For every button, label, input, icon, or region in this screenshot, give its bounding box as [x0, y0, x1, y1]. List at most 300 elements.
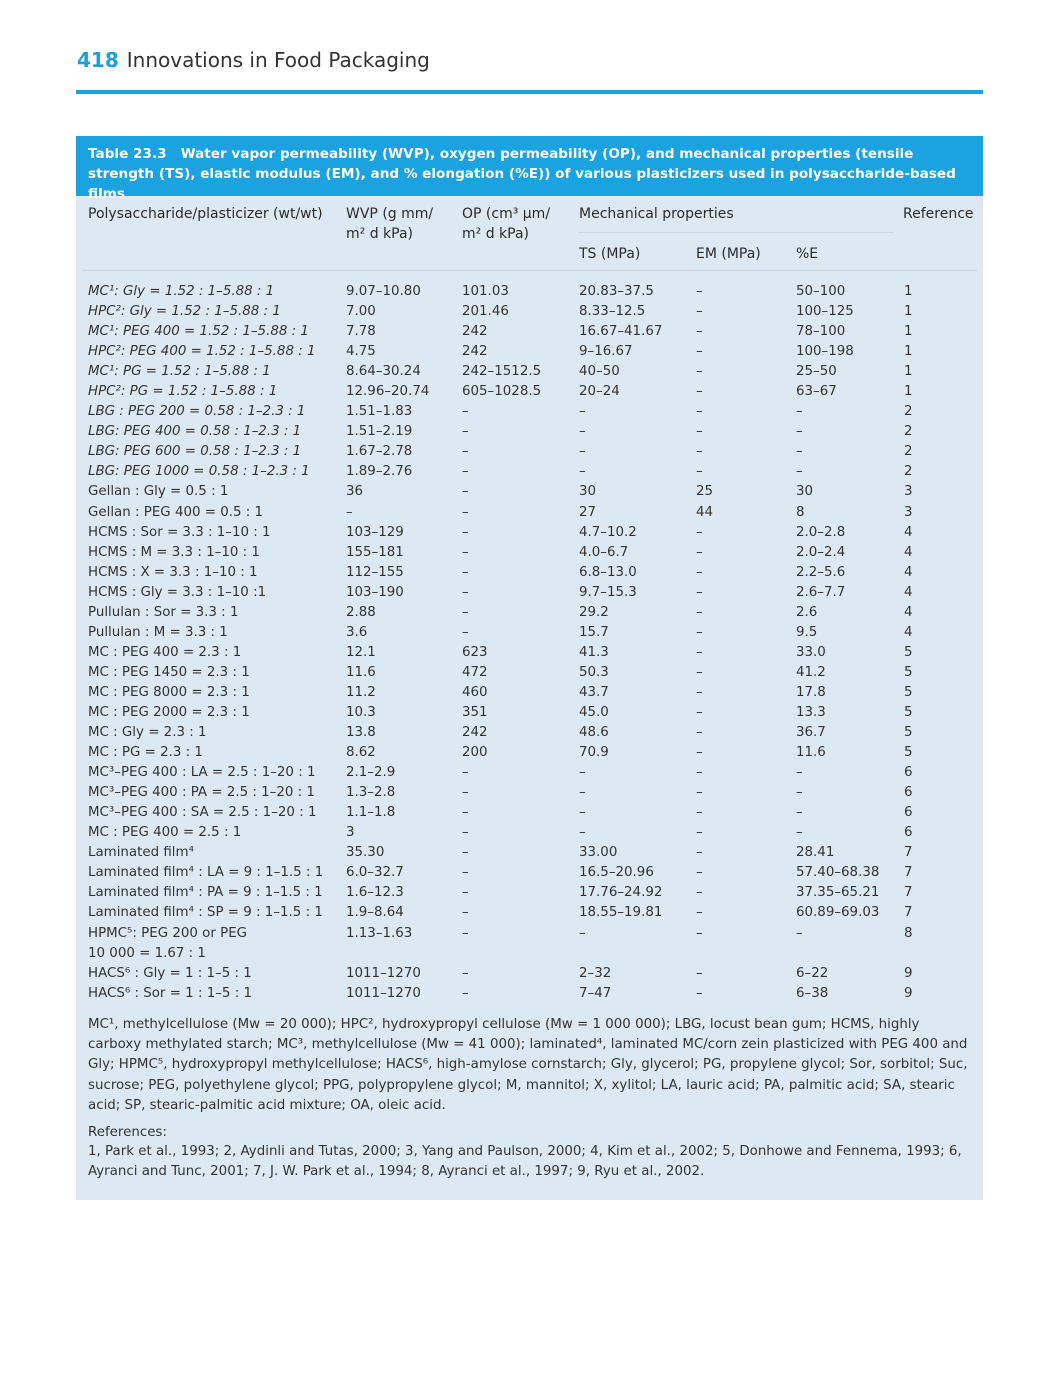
wvp-cell: 1.6–12.3 [346, 885, 404, 901]
polysaccharide-cell: MC³–PEG 400 : SA = 2.5 : 1–20 : 1 [88, 805, 317, 821]
table-row [76, 903, 983, 923]
table-row [76, 362, 983, 382]
ts-cell: – [579, 825, 586, 841]
polysaccharide-cell: Laminated film⁴ : SP = 9 : 1–1.5 : 1 [88, 905, 323, 921]
e-cell: – [796, 805, 803, 821]
op-cell: – [462, 524, 469, 540]
wvp-cell: 12.96–20.74 [346, 384, 430, 400]
table-row [76, 402, 983, 422]
polysaccharide-cell: HCMS : X = 3.3 : 1–10 : 1 [88, 564, 258, 580]
reference-cell: 8 [904, 925, 913, 941]
em-cell: – [696, 544, 703, 560]
polysaccharide-cell: 10 000 = 1.67 : 1 [88, 945, 206, 961]
op-cell: – [462, 805, 469, 821]
wvp-cell: 12.1 [346, 644, 376, 660]
op-cell: – [462, 825, 469, 841]
wvp-cell: 112–155 [346, 564, 404, 580]
table-row [76, 883, 983, 903]
table-row [76, 703, 983, 723]
reference-cell: 7 [904, 865, 913, 881]
table-row [76, 843, 983, 863]
header-em: EM (MPa) [696, 246, 761, 262]
ts-cell: 48.6 [579, 725, 609, 741]
wvp-cell: 1.51–2.19 [346, 424, 413, 440]
table-row [76, 863, 983, 883]
polysaccharide-cell: MC : PEG 8000 = 2.3 : 1 [88, 684, 250, 700]
page-number: 418 [77, 48, 119, 72]
table-row [76, 823, 983, 843]
op-cell: – [462, 444, 469, 460]
e-cell: 60.89–69.03 [796, 905, 880, 921]
ts-cell: 70.9 [579, 745, 609, 761]
em-cell: – [696, 284, 703, 299]
ts-cell: 2–32 [579, 965, 612, 981]
reference-cell: 1 [904, 304, 913, 320]
polysaccharide-cell: LBG: PEG 400 = 0.58 : 1–2.3 : 1 [88, 424, 302, 440]
table-row [76, 543, 983, 563]
reference-cell: 7 [904, 905, 913, 921]
header-rule [76, 90, 983, 94]
polysaccharide-cell: MC : PEG 2000 = 2.3 : 1 [88, 704, 250, 720]
reference-cell: 7 [904, 885, 913, 901]
header-op: OP (cm³ µm/ m² d kPa) [462, 206, 551, 242]
polysaccharide-cell: HCMS : M = 3.3 : 1–10 : 1 [88, 544, 260, 560]
ts-cell: 45.0 [579, 704, 609, 720]
polysaccharide-cell: MC : PEG 400 = 2.3 : 1 [88, 644, 242, 660]
op-cell: – [462, 985, 469, 1001]
op-cell: – [462, 544, 469, 560]
op-cell: 472 [462, 664, 488, 680]
em-cell: – [696, 805, 703, 821]
reference-cell: 6 [904, 805, 913, 821]
em-cell: – [696, 524, 703, 540]
e-cell: – [796, 464, 803, 480]
e-cell: 63–67 [796, 384, 837, 400]
ts-cell: 16.67–41.67 [579, 324, 663, 340]
ts-cell: – [579, 925, 586, 941]
polysaccharide-cell: Laminated film⁴ : LA = 9 : 1–1.5 : 1 [88, 865, 324, 881]
table-row [76, 422, 983, 442]
op-cell: – [462, 845, 469, 861]
op-cell: 242 [462, 725, 488, 741]
wvp-cell: 35.30 [346, 845, 385, 861]
ts-cell: 4.7–10.2 [579, 524, 637, 540]
ts-cell: 9.7–15.3 [579, 584, 637, 600]
ts-cell: 16.5–20.96 [579, 865, 654, 881]
ts-cell: 17.76–24.92 [579, 885, 663, 901]
table-row [76, 663, 983, 683]
table-row [76, 302, 983, 322]
polysaccharide-cell: MC : PEG 1450 = 2.3 : 1 [88, 664, 250, 680]
e-cell: – [796, 825, 803, 841]
table-row [76, 482, 983, 502]
reference-cell: 4 [904, 564, 913, 580]
e-cell: 100–198 [796, 344, 854, 360]
e-cell: 100–125 [796, 304, 854, 320]
e-cell: 2.2–5.6 [796, 564, 846, 580]
wvp-cell: 10.3 [346, 704, 376, 720]
wvp-cell: 1.9–8.64 [346, 905, 404, 921]
wvp-cell: 1.3–2.8 [346, 785, 396, 801]
polysaccharide-cell: HACS⁶ : Gly = 1 : 1–5 : 1 [88, 965, 252, 981]
reference-cell: 2 [904, 464, 913, 480]
header-ts: TS (MPa) [579, 246, 641, 262]
polysaccharide-cell: Pullulan : M = 3.3 : 1 [88, 624, 228, 640]
polysaccharide-cell: Gellan : PEG 400 = 0.5 : 1 [88, 504, 264, 520]
header-polysaccharide: Polysaccharide/plasticizer (wt/wt) [88, 206, 323, 222]
wvp-cell: 1.67–2.78 [346, 444, 413, 460]
reference-cell: 4 [904, 584, 913, 600]
e-cell: 57.40–68.38 [796, 865, 880, 881]
em-cell: – [696, 564, 703, 580]
table-row [76, 603, 983, 623]
em-cell: – [696, 344, 703, 360]
reference-cell: 6 [904, 825, 913, 841]
reference-cell: 5 [904, 725, 913, 741]
em-cell: – [696, 965, 703, 981]
wvp-cell: 2.1–2.9 [346, 765, 396, 781]
table-row [76, 563, 983, 583]
em-cell: – [696, 865, 703, 881]
op-cell: – [462, 785, 469, 801]
e-cell: 2.6–7.7 [796, 584, 846, 600]
reference-cell: 5 [904, 745, 913, 761]
reference-cell: 4 [904, 624, 913, 640]
ts-cell: – [579, 404, 586, 420]
reference-cell: 1 [904, 384, 913, 400]
e-cell: 33.0 [796, 644, 826, 660]
e-cell: 41.2 [796, 664, 826, 680]
em-cell: – [696, 384, 703, 400]
wvp-cell: – [346, 504, 353, 520]
polysaccharide-cell: MC¹: PEG 400 = 1.52 : 1–5.88 : 1 [88, 324, 309, 340]
polysaccharide-cell: Laminated film⁴ : PA = 9 : 1–1.5 : 1 [88, 885, 323, 901]
wvp-cell: 36 [346, 484, 364, 500]
table-row [76, 382, 983, 402]
ts-cell: – [579, 785, 586, 801]
e-cell: 2.6 [796, 604, 818, 620]
wvp-cell: 1.1–1.8 [346, 805, 396, 821]
polysaccharide-cell: MC : Gly = 2.3 : 1 [88, 725, 207, 741]
e-cell: 37.35–65.21 [796, 885, 880, 901]
ts-cell: 29.2 [579, 604, 609, 620]
wvp-cell: 8.62 [346, 745, 376, 761]
ts-cell: 43.7 [579, 684, 609, 700]
wvp-cell: 103–129 [346, 524, 404, 540]
ts-cell: – [579, 444, 586, 460]
ts-cell: 50.3 [579, 664, 609, 680]
polysaccharide-cell: MC : PG = 2.3 : 1 [88, 745, 203, 761]
ts-cell: 6.8–13.0 [579, 564, 637, 580]
ts-cell: 27 [579, 504, 597, 520]
polysaccharide-cell: MC³–PEG 400 : PA = 2.5 : 1–20 : 1 [88, 785, 315, 801]
table-row [76, 723, 983, 743]
e-cell: 11.6 [796, 745, 826, 761]
op-cell: – [462, 564, 469, 580]
e-cell: – [796, 925, 803, 941]
ts-cell: 20.83–37.5 [579, 284, 654, 299]
polysaccharide-cell: HPC²: PG = 1.52 : 1–5.88 : 1 [88, 384, 278, 400]
em-cell: – [696, 444, 703, 460]
table-caption-text: Water vapor permeability (WVP), oxygen permeability (OP), and mechanical properties (tensile strength (TS), elastic modulus (EM), and % elongation (%E)) of various plasticizers used in polysaccharide-based films [88, 146, 956, 202]
polysaccharide-cell: Laminated film⁴ [88, 845, 194, 861]
e-cell: 50–100 [796, 284, 846, 299]
header-e: %E [796, 246, 819, 262]
op-cell: 351 [462, 704, 488, 720]
op-cell: 605–1028.5 [462, 384, 542, 400]
op-cell: 242–1512.5 [462, 364, 542, 380]
table-row [76, 803, 983, 823]
wvp-cell: 1.51–1.83 [346, 404, 413, 420]
table-23-3 [76, 136, 983, 1200]
e-cell: 2.0–2.4 [796, 544, 846, 560]
e-cell: 25–50 [796, 364, 837, 380]
ts-cell: 18.55–19.81 [579, 905, 663, 921]
references-text: 1, Park et al., 1993; 2, Aydinli and Tutas, 2000; 3, Yang and Paulson, 2000; 4, Kim et al., 2002; 5, Donhowe and Fennema, 1993; 6, Ayranci and Tunc, 2001; 7, J. W. Park et al., 1994; 8, Ayranci et al., 1997; 9, Ryu et al., 2002. [88, 1144, 962, 1180]
table-row [76, 783, 983, 803]
reference-cell: 2 [904, 424, 913, 440]
table-body [76, 282, 983, 1004]
op-cell: – [462, 424, 469, 440]
e-cell: – [796, 444, 803, 460]
wvp-cell: 2.88 [346, 604, 376, 620]
em-cell: – [696, 404, 703, 420]
polysaccharide-cell: HACS⁶ : Sor = 1 : 1–5 : 1 [88, 985, 252, 1001]
table-row [76, 683, 983, 703]
em-cell: – [696, 925, 703, 941]
ts-cell: – [579, 805, 586, 821]
reference-cell: 7 [904, 845, 913, 861]
table-footnote: MC¹, methylcellulose (Mw = 20 000); HPC², hydroxypropyl cellulose (Mw = 1 000 000); LBG, locust bean gum; HCMS, highly carboxy methylated starch; MC³, methylcellulose (Mw = 41 000); laminated⁴, laminated MC/corn zein plasticized with PEG 400 and Gly; HPMC⁵, hydroxypropyl methylcellulose; HACS⁶, high-amylose cornstarch; Gly, glycerol; PG, propylene glycol; Sor, sorbitol; Suc, sucrose; PEG, polyethylene glycol; PPG, polypropylene glycol; M, mannitol; X, xylitol; LA, lauric acid; PA, palmitic acid; SA, stearic acid; SP, stearic-palmitic acid mixture; OA, oleic acid. [88, 1017, 968, 1113]
table-row [76, 924, 983, 944]
em-cell: – [696, 304, 703, 320]
reference-cell: 1 [904, 344, 913, 360]
em-cell: – [696, 905, 703, 921]
reference-cell: 3 [904, 484, 913, 500]
reference-cell: 1 [904, 284, 913, 299]
op-cell: – [462, 865, 469, 881]
wvp-cell: 3.6 [346, 624, 368, 640]
table-number: Table 23.3 [88, 146, 167, 162]
table-row [76, 743, 983, 763]
table-row [76, 623, 983, 643]
wvp-cell: 155–181 [346, 544, 404, 560]
op-cell: – [462, 905, 469, 921]
op-cell: – [462, 885, 469, 901]
em-cell: 44 [696, 504, 714, 520]
polysaccharide-cell: LBG : PEG 200 = 0.58 : 1–2.3 : 1 [88, 404, 306, 420]
polysaccharide-cell: HPC²: PEG 400 = 1.52 : 1–5.88 : 1 [88, 344, 316, 360]
e-cell: 8 [796, 504, 805, 520]
reference-cell: 5 [904, 684, 913, 700]
polysaccharide-cell: HCMS : Gly = 3.3 : 1–10 :1 [88, 584, 267, 600]
wvp-cell: 1011–1270 [346, 985, 421, 1001]
ts-cell: 9–16.67 [579, 344, 633, 360]
ts-cell: 4.0–6.7 [579, 544, 629, 560]
wvp-cell: 11.6 [346, 664, 376, 680]
table-row [76, 984, 983, 1004]
ts-cell: – [579, 464, 586, 480]
em-cell: – [696, 785, 703, 801]
ts-cell: 33.00 [579, 845, 618, 861]
reference-cell: 1 [904, 324, 913, 340]
table-row [76, 583, 983, 603]
em-cell: – [696, 684, 703, 700]
e-cell: – [796, 765, 803, 781]
em-cell: – [696, 324, 703, 340]
em-cell: – [696, 664, 703, 680]
op-cell: 200 [462, 745, 488, 761]
op-cell: – [462, 584, 469, 600]
op-cell: – [462, 765, 469, 781]
wvp-cell: 9.07–10.80 [346, 284, 421, 299]
em-cell: – [696, 845, 703, 861]
wvp-cell: 1.13–1.63 [346, 925, 413, 941]
op-cell: 201.46 [462, 304, 509, 320]
table-row [76, 523, 983, 543]
op-cell: – [462, 925, 469, 941]
reference-cell: 5 [904, 664, 913, 680]
em-cell: – [696, 725, 703, 741]
wvp-cell: 11.2 [346, 684, 376, 700]
wvp-cell: 7.00 [346, 304, 376, 320]
wvp-cell: 6.0–32.7 [346, 865, 404, 881]
running-head [77, 48, 430, 72]
polysaccharide-cell: LBG: PEG 600 = 0.58 : 1–2.3 : 1 [88, 444, 302, 460]
em-cell: – [696, 765, 703, 781]
header-reference: Reference [903, 206, 974, 222]
table-row [76, 342, 983, 362]
em-cell: – [696, 745, 703, 761]
em-cell: – [696, 885, 703, 901]
table-row [76, 442, 983, 462]
em-cell: 25 [696, 484, 714, 500]
wvp-cell: 4.75 [346, 344, 376, 360]
e-cell: 6–22 [796, 965, 829, 981]
ts-cell: 8.33–12.5 [579, 304, 646, 320]
table-row [76, 322, 983, 342]
wvp-cell: 7.78 [346, 324, 376, 340]
reference-cell: 9 [904, 985, 913, 1001]
e-cell: 30 [796, 484, 814, 500]
op-cell: 460 [462, 684, 488, 700]
references-label: References: [88, 1125, 167, 1140]
reference-cell: 2 [904, 404, 913, 420]
polysaccharide-cell: HCMS : Sor = 3.3 : 1–10 : 1 [88, 524, 271, 540]
op-cell: 242 [462, 344, 488, 360]
reference-cell: 2 [904, 444, 913, 460]
op-cell: – [462, 404, 469, 420]
header-rule-bottom [82, 270, 977, 271]
reference-cell: 4 [904, 604, 913, 620]
table-row [76, 462, 983, 482]
em-cell: – [696, 624, 703, 640]
reference-cell: 4 [904, 544, 913, 560]
op-cell: – [462, 604, 469, 620]
e-cell: 17.8 [796, 684, 826, 700]
op-cell: 242 [462, 324, 488, 340]
polysaccharide-cell: HPC²: Gly = 1.52 : 1–5.88 : 1 [88, 304, 281, 320]
op-cell: 101.03 [462, 284, 509, 299]
table-row [76, 282, 983, 302]
ts-cell: 20–24 [579, 384, 620, 400]
reference-cell: 6 [904, 765, 913, 781]
em-cell: – [696, 424, 703, 440]
reference-cell: 9 [904, 965, 913, 981]
table-caption [76, 136, 983, 202]
em-cell: – [696, 985, 703, 1001]
em-cell: – [696, 364, 703, 380]
table-row [76, 643, 983, 663]
reference-cell: 4 [904, 524, 913, 540]
op-cell: 623 [462, 644, 488, 660]
em-cell: – [696, 584, 703, 600]
e-cell: – [796, 424, 803, 440]
e-cell: 6–38 [796, 985, 829, 1001]
op-cell: – [462, 965, 469, 981]
wvp-cell: 1011–1270 [346, 965, 421, 981]
em-cell: – [696, 464, 703, 480]
e-cell: 13.3 [796, 704, 826, 720]
wvp-cell: 8.64–30.24 [346, 364, 421, 380]
table-row [76, 763, 983, 783]
op-cell: – [462, 484, 469, 500]
op-cell: – [462, 504, 469, 520]
polysaccharide-cell: MC : PEG 400 = 2.5 : 1 [88, 825, 242, 841]
reference-cell: 1 [904, 364, 913, 380]
table-row [76, 503, 983, 523]
polysaccharide-cell: MC¹: PG = 1.52 : 1–5.88 : 1 [88, 364, 271, 380]
reference-cell: 5 [904, 704, 913, 720]
ts-cell: – [579, 424, 586, 440]
polysaccharide-cell: HPMC⁵: PEG 200 or PEG [88, 925, 248, 941]
e-cell: 2.0–2.8 [796, 524, 846, 540]
polysaccharide-cell: LBG: PEG 1000 = 0.58 : 1–2.3 : 1 [88, 464, 310, 480]
em-cell: – [696, 644, 703, 660]
ts-cell: 30 [579, 484, 597, 500]
e-cell: 36.7 [796, 725, 826, 741]
e-cell: 78–100 [796, 324, 846, 340]
wvp-cell: 13.8 [346, 725, 376, 741]
ts-cell: – [579, 765, 586, 781]
polysaccharide-cell: MC³–PEG 400 : LA = 2.5 : 1–20 : 1 [88, 765, 316, 781]
e-cell: 9.5 [796, 624, 818, 640]
polysaccharide-cell: MC¹: Gly = 1.52 : 1–5.88 : 1 [88, 284, 275, 299]
op-cell: – [462, 464, 469, 480]
ts-cell: 7–47 [579, 985, 612, 1001]
table-row [76, 964, 983, 984]
reference-cell: 5 [904, 644, 913, 660]
e-cell: – [796, 404, 803, 420]
polysaccharide-cell: Gellan : Gly = 0.5 : 1 [88, 484, 229, 500]
wvp-cell: 1.89–2.76 [346, 464, 413, 480]
reference-cell: 6 [904, 785, 913, 801]
ts-cell: 41.3 [579, 644, 609, 660]
table-row [76, 944, 983, 964]
header-mechanical: Mechanical properties [579, 206, 734, 222]
em-cell: – [696, 604, 703, 620]
e-cell: – [796, 785, 803, 801]
book-title: Innovations in Food Packaging [126, 48, 430, 72]
em-cell: – [696, 825, 703, 841]
em-cell: – [696, 704, 703, 720]
polysaccharide-cell: Pullulan : Sor = 3.3 : 1 [88, 604, 239, 620]
reference-cell: 3 [904, 504, 913, 520]
e-cell: 28.41 [796, 845, 835, 861]
header-wvp: WVP (g mm/ m² d kPa) [346, 206, 434, 242]
mechanical-subheader-rule [579, 232, 893, 233]
op-cell: – [462, 624, 469, 640]
